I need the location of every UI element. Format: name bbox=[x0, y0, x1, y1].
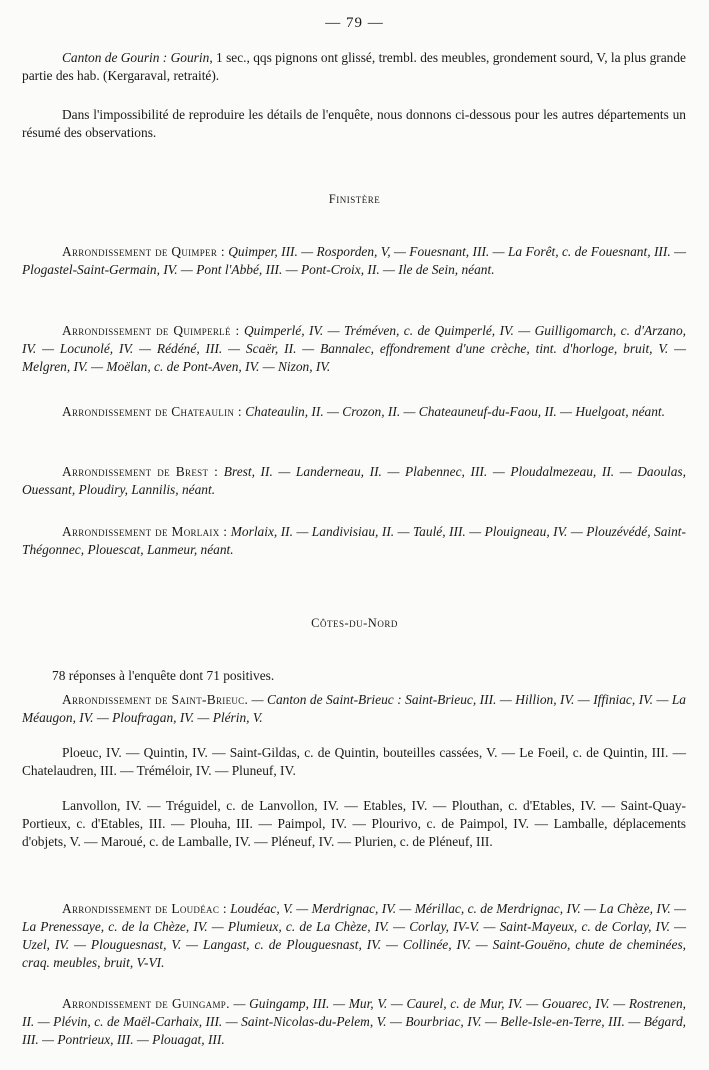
gourin-place: Gourin bbox=[170, 50, 210, 65]
loudeac-label: Arrondissement de Loudéac : bbox=[62, 901, 227, 916]
brest-text: Brest, II. — Landerneau, II. — Plabennec, III. — Ploudalmezeau, II. — Daoulas, Ouessant, Ploudiry, Lannilis, néant. bbox=[22, 464, 686, 497]
gourin-label: Canton de Gourin : bbox=[62, 50, 168, 65]
morlaix-label: Arrondissement de Morlaix : bbox=[62, 524, 228, 539]
cotes-summary: 78 réponses à l'enquête dont 71 positives. bbox=[52, 668, 275, 683]
chateaulin-label: Arrondissement de Chateaulin : bbox=[62, 404, 242, 419]
intro-paragraph: Dans l'impossibilité de reproduire les détails de l'enquête, nous donnons ci-dessous pour les autres départements un résumé des observations. bbox=[22, 107, 686, 140]
quimper-text: Quimper, III. — Rosporden, V, — Fouesnant, III. — La Forêt, c. de Fouesnant, III. — Plogastel-Saint-Germain, IV. — Pont l'Abbé, III. — Pont-Croix, II. — Ile de Sein, néant. bbox=[22, 244, 686, 277]
saint-brieuc-label: Arrondissement de Saint-Brieuc. bbox=[62, 692, 249, 707]
morlaix-text: Morlaix, II. — Landivisiau, II. — Taulé, III. — Plouigneau, IV. — Plouzévédé, Saint-Thégonnec, Plouescat, Lanmeur, néant. bbox=[22, 524, 686, 557]
saint-brieuc-paragraph bbox=[22, 691, 686, 727]
loudeac-paragraph bbox=[22, 900, 686, 972]
guingamp-label: Arrondissement de Guingamp. bbox=[62, 996, 230, 1011]
chateaulin-paragraph bbox=[22, 403, 686, 421]
loudeac-text: Loudéac, V. — Merdrignac, IV. — Mérillac, c. de Merdrignac, IV. — La Chèze, IV. — La Prenessaye, c. de la Chèze, IV. — Plumieux, c. de La Chèze, IV. — Corlay, IV-V. — Saint-Mayeux, c. de Corlay, IV. — Uzel, IV. — Plouguesnast, V. — Langast, c. de Plouguesnast, IV. — Collinée, IV. — Saint-Gouëno, chute de cheminées, craq. meubles, bruit, V-VI. bbox=[22, 901, 686, 970]
gourin-paragraph bbox=[22, 49, 686, 85]
brest-label: Arrondissement de Brest : bbox=[62, 464, 219, 479]
guingamp-paragraph bbox=[22, 995, 686, 1049]
quimperle-label: Arrondissement de Quimperlé : bbox=[62, 323, 240, 338]
chateaulin-text: Chateaulin, II. — Crozon, II. — Chateauneuf-du-Faou, II. — Huelgoat, néant. bbox=[245, 404, 665, 419]
saint-brieuc-text: — Canton de Saint-Brieuc : Saint-Brieuc, III. — Hillion, IV. — Iffiniac, IV. — La Méaugon, IV. — Ploufragan, IV. — Plérin, V. bbox=[22, 692, 686, 725]
finistere-heading: Finistère bbox=[328, 192, 381, 206]
gourin-text: , 1 sec., qqs pignons ont glissé, trembl. des meubles, grondement sourd, V, la plus grande partie des hab. (Kergaraval, retraité). bbox=[22, 50, 687, 83]
guingamp-text: — Guingamp, III. — Mur, V. — Caurel, c. de Mur, IV. — Gouarec, IV. — Rostrenen, II. — Plévin, c. de Maël-Carhaix, III. — Saint-Nicolas-du-Pelem, V. — Bourbriac, IV. — Belle-Isle-en-Terre, III. — Bégard, III. — Pontrieux, III. — Plouagat, III. bbox=[22, 996, 686, 1047]
brest-paragraph bbox=[22, 463, 686, 499]
page-number: — 79 — bbox=[325, 15, 384, 31]
quimperle-paragraph bbox=[22, 322, 686, 376]
morlaix-paragraph bbox=[22, 523, 686, 559]
quimperle-text: Quimperlé, IV. — Tréméven, c. de Quimperlé, IV. — Guilligomarch, c. d'Arzano, IV. — Locunolé, IV. — Rédéné, III. — Scaër, II. — Bannalec, effondrement d'une crèche, tint. d'horloge, bruit, V. — Melgren, IV. — Moëlan, c. de Pont-Aven, IV. — Nizon, IV. bbox=[22, 323, 686, 374]
ploeuc-paragraph: Ploeuc, IV. — Quintin, IV. — Saint-Gildas, c. de Quintin, bouteilles cassées, V. — Le Foeil, c. de Quintin, III. — Chatelaudren, III. — Tréméloir, IV. — Pluneuf, IV. bbox=[22, 745, 686, 778]
cotes-du-nord-heading: Côtes-du-Nord bbox=[311, 616, 398, 630]
lanvollon-paragraph: Lanvollon, IV. — Tréguidel, c. de Lanvollon, IV. — Etables, IV. — Plouthan, c. d'Etables, IV. — Saint-Quay-Portieux, c. d'Etables, III. — Plouha, III. — Paimpol, IV. — Plourivo, c. de Paimpol, IV. — Lamballe, déplacements d'objets, V. — Maroué, c. de Lamballe, IV. — Pléneuf, IV. — Plurien, c. de Pléneuf, III. bbox=[22, 798, 686, 849]
quimper-paragraph bbox=[22, 243, 686, 279]
quimper-label: Arrondissement de Quimper : bbox=[62, 244, 225, 259]
